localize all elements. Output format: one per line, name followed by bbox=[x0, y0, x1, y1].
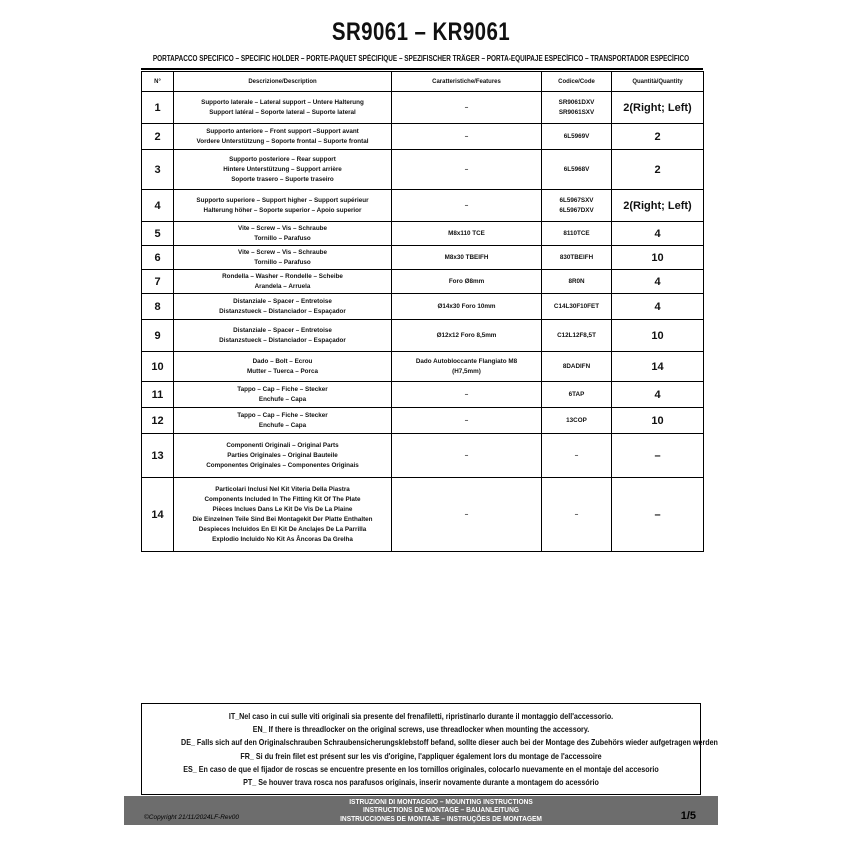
table-row bbox=[142, 478, 704, 552]
row-number: 8 bbox=[142, 294, 174, 320]
code-line: 6L5969V bbox=[563, 132, 590, 140]
code-line: 6TAP bbox=[568, 390, 585, 398]
row-number: 4 bbox=[142, 190, 174, 222]
row-description bbox=[174, 382, 392, 408]
row-number: 14 bbox=[142, 478, 174, 552]
row-number: 9 bbox=[142, 320, 174, 352]
table-row bbox=[142, 270, 704, 294]
title-rule bbox=[141, 68, 703, 70]
features-line: – bbox=[464, 165, 469, 173]
note-de: DE_ Falls sich auf den Originalschrauben Schraubensicherungsklebstoff befand, sollte dieser auch bei der Montage des Zubehörs wieder aufgetragen werden bbox=[181, 737, 718, 748]
table-row bbox=[142, 124, 704, 150]
row-number: 5 bbox=[142, 222, 174, 246]
code-line: 6L5967DXV bbox=[559, 206, 594, 214]
description-line: Distanzstueck – Distanciador – Espaçador bbox=[219, 336, 346, 344]
description-line: Tornillo – Parafuso bbox=[254, 234, 311, 242]
row-description bbox=[174, 190, 392, 222]
row-quantity: – bbox=[612, 434, 704, 478]
code-line: 6L5968V bbox=[563, 165, 590, 173]
row-features bbox=[392, 408, 542, 434]
features-line: Foro Ø8mm bbox=[448, 277, 485, 285]
description-line: Distanziale – Spacer – Entretoise bbox=[233, 297, 332, 305]
row-quantity: 10 bbox=[612, 246, 704, 270]
description-line: Halterung höher – Soporte superior – Apoio superior bbox=[203, 206, 362, 214]
row-features bbox=[392, 294, 542, 320]
table-header-row bbox=[142, 72, 704, 92]
code-line: SR9061SXV bbox=[558, 108, 595, 116]
row-features bbox=[392, 92, 542, 124]
row-features bbox=[392, 434, 542, 478]
row-features bbox=[392, 222, 542, 246]
table-row bbox=[142, 294, 704, 320]
row-number: 11 bbox=[142, 382, 174, 408]
row-code bbox=[542, 352, 612, 382]
row-code bbox=[542, 434, 612, 478]
description-line: Mutter – Tuerca – Porca bbox=[247, 367, 318, 375]
description-line: Enchufe – Capa bbox=[258, 395, 307, 403]
code-line: C14L30F10FET bbox=[553, 302, 600, 310]
row-code bbox=[542, 222, 612, 246]
code-line: 8110TCE bbox=[563, 229, 590, 237]
col-header-code: Codice/Code bbox=[542, 72, 612, 92]
row-number: 3 bbox=[142, 150, 174, 190]
row-code bbox=[542, 408, 612, 434]
row-description bbox=[174, 408, 392, 434]
row-description bbox=[174, 150, 392, 190]
code-line: – bbox=[574, 510, 579, 518]
description-line: Tappo – Cap – Fiche – Stecker bbox=[237, 385, 328, 393]
features-line: Dado Autobloccante Flangiato M8 bbox=[415, 357, 518, 365]
row-quantity: 4 bbox=[612, 382, 704, 408]
col-header-description: Descrizione/Description bbox=[174, 72, 392, 92]
footer-line-es-pt: INSTRUCCIONES DE MONTAJE – INSTRUÇÕES DE MONTAGEM bbox=[340, 813, 542, 823]
description-line: Parties Originales – Original Bauteile bbox=[227, 451, 338, 459]
row-number: 12 bbox=[142, 408, 174, 434]
row-number: 2 bbox=[142, 124, 174, 150]
table-row bbox=[142, 352, 704, 382]
description-line: Support latéral – Soporte lateral – Suporte lateral bbox=[209, 108, 356, 116]
row-features bbox=[392, 270, 542, 294]
col-header-number: N° bbox=[142, 72, 174, 92]
col-header-features: Caratteristiche/Features bbox=[392, 72, 542, 92]
row-code bbox=[542, 320, 612, 352]
row-description bbox=[174, 352, 392, 382]
description-line: Die Einzelnen Teile Sind Bei Montagekit Der Platte Enthalten bbox=[192, 515, 373, 523]
parts-table bbox=[141, 71, 704, 552]
page-number: 1/5 bbox=[680, 810, 696, 822]
row-code bbox=[542, 294, 612, 320]
table-row bbox=[142, 382, 704, 408]
description-line: Distanzstueck – Distanciador – Espaçador bbox=[219, 307, 346, 315]
row-description bbox=[174, 246, 392, 270]
table-row bbox=[142, 92, 704, 124]
row-code bbox=[542, 124, 612, 150]
copyright-text: ©Copyright 21/11/2024LF-Rev00 bbox=[144, 814, 240, 821]
document-subtitle: PORTAPACCO SPECIFICO – SPECIFIC HOLDER – PORTE-PAQUET SPÉCIFIQUE – SPEZIFISCHER TRÄGER – PORTA-EQUIPAJE ESPECÍFICO – TRANSPORTADOR ESPECÍFICO bbox=[152, 54, 690, 63]
note-en: EN_ If there is threadlocker on the original screws, use threadlocker when mounting the accessory. bbox=[252, 724, 590, 735]
row-features bbox=[392, 124, 542, 150]
row-code bbox=[542, 92, 612, 124]
row-code bbox=[542, 270, 612, 294]
features-line: – bbox=[464, 132, 469, 140]
row-description bbox=[174, 222, 392, 246]
features-line: Ø14x30 Foro 10mm bbox=[437, 302, 496, 310]
row-number: 10 bbox=[142, 352, 174, 382]
description-line: Soporte trasero – Suporte traseiro bbox=[231, 175, 334, 183]
code-line: 830TBEIFH bbox=[559, 253, 594, 261]
row-code bbox=[542, 190, 612, 222]
description-line: Pièces Inclues Dans Le Kit De Vis De La Plaine bbox=[212, 505, 353, 513]
row-quantity: 2 bbox=[612, 124, 704, 150]
table-row bbox=[142, 434, 704, 478]
row-quantity: 10 bbox=[612, 408, 704, 434]
code-line: 8R0N bbox=[568, 277, 585, 285]
description-line: Particolari Inclusi Nel Kit Viteria Della Piastra bbox=[215, 485, 350, 493]
note-fr: FR_ Si du frein filet est présent sur les vis d'origine, l'appliquer également lors du montage de l'accessoire bbox=[240, 750, 602, 761]
description-line: Rondella – Washer – Rondelle – Scheibe bbox=[222, 272, 343, 280]
footer-instructions bbox=[274, 798, 608, 823]
footer-line-it-en: ISTRUZIONI DI MONTAGGIO – MOUNTING INSTRUCTIONS bbox=[349, 797, 533, 806]
row-description bbox=[174, 294, 392, 320]
threadlocker-notes bbox=[141, 703, 718, 795]
description-line: Components Included In The Fitting Kit Of The Plate bbox=[204, 495, 361, 503]
features-line: Ø12x12 Foro 8,5mm bbox=[436, 331, 497, 339]
row-number: 1 bbox=[142, 92, 174, 124]
table-row bbox=[142, 150, 704, 190]
row-description bbox=[174, 478, 392, 552]
description-line: Dado – Bolt – Ecrou bbox=[252, 357, 313, 365]
row-quantity: 2(Right; Left) bbox=[612, 92, 704, 124]
code-line: C12L12F8,5T bbox=[557, 331, 596, 339]
row-description bbox=[174, 92, 392, 124]
row-description bbox=[174, 320, 392, 352]
description-line: Distanziale – Spacer – Entretoise bbox=[233, 326, 332, 334]
code-line: 13COP bbox=[566, 416, 587, 424]
description-line: Supporto anteriore – Front support –Support avant bbox=[206, 127, 359, 135]
table-row bbox=[142, 246, 704, 270]
row-quantity: 4 bbox=[612, 270, 704, 294]
row-number: 13 bbox=[142, 434, 174, 478]
table-row bbox=[142, 408, 704, 434]
row-description bbox=[174, 124, 392, 150]
features-line: – bbox=[464, 201, 469, 209]
note-it: IT_Nel caso in cui sulle viti originali sia presente del frenafiletti, ripristinarlo durante il montaggio dell'accessorio. bbox=[228, 711, 614, 721]
row-quantity: 2(Right; Left) bbox=[612, 190, 704, 222]
note-pt: PT_ Se houver trava rosca nos parafusos originais, inserir novamente durante a montagem do acessório bbox=[243, 777, 599, 788]
features-line: – bbox=[464, 451, 469, 459]
row-features bbox=[392, 246, 542, 270]
code-line: – bbox=[574, 451, 579, 459]
code-line: 6L5967SXV bbox=[559, 196, 594, 204]
row-features bbox=[392, 150, 542, 190]
row-number: 6 bbox=[142, 246, 174, 270]
description-line: Tornillo – Parafuso bbox=[254, 258, 311, 266]
description-line: Supporto posteriore – Rear support bbox=[229, 155, 336, 163]
description-line: Componentes Originales – Componentes Originais bbox=[206, 461, 359, 469]
table-row bbox=[142, 190, 704, 222]
description-line: Explodio Incluido No Kit As Âncoras Da Grelha bbox=[212, 535, 353, 543]
table-row bbox=[142, 222, 704, 246]
row-features bbox=[392, 190, 542, 222]
code-line: 8DADIFN bbox=[562, 362, 591, 370]
row-quantity: 4 bbox=[612, 294, 704, 320]
description-line: Vite – Screw – Vis – Schraube bbox=[237, 224, 328, 232]
description-line: Tappo – Cap – Fiche – Stecker bbox=[237, 411, 328, 419]
parts-table-body bbox=[142, 92, 704, 552]
description-line: Vite – Screw – Vis – Schraube bbox=[237, 248, 328, 256]
description-line: Arandela – Arruela bbox=[254, 282, 311, 290]
features-line: – bbox=[464, 510, 469, 518]
row-quantity: 10 bbox=[612, 320, 704, 352]
description-line: Componenti Originali – Original Parts bbox=[226, 441, 339, 449]
row-description bbox=[174, 270, 392, 294]
features-line: M8x110 TCE bbox=[448, 229, 485, 237]
row-features bbox=[392, 478, 542, 552]
footer-bar bbox=[124, 796, 718, 825]
row-code bbox=[542, 246, 612, 270]
features-line: – bbox=[464, 103, 469, 111]
col-header-quantity: Quantità/Quantity bbox=[612, 72, 704, 92]
features-line: (H7,5mm) bbox=[452, 367, 481, 375]
description-line: Vordere Unterstützung – Soporte frontal – Suporte frontal bbox=[196, 137, 369, 145]
features-line: – bbox=[464, 390, 469, 398]
document-title: SR9061 – KR9061 bbox=[331, 18, 511, 46]
row-number: 7 bbox=[142, 270, 174, 294]
table-row bbox=[142, 320, 704, 352]
features-line: M8x30 TBEIFH bbox=[444, 253, 489, 261]
description-line: Supporto laterale – Lateral support – Untere Halterung bbox=[201, 98, 364, 106]
row-code bbox=[542, 478, 612, 552]
note-es: ES_ En caso de que el fijador de roscas se encuentre presente en los tornillos originales, colocarlo nuevamente en el montaje del accesorio bbox=[183, 763, 659, 774]
footer-line-fr-de: INSTRUCTIONS DE MONTAGE – BAUANLEITUNG bbox=[362, 805, 519, 815]
row-code bbox=[542, 382, 612, 408]
description-line: Hintere Unterstützung – Support arrière bbox=[223, 165, 342, 173]
row-quantity: 2 bbox=[612, 150, 704, 190]
row-description bbox=[174, 434, 392, 478]
row-quantity: – bbox=[612, 478, 704, 552]
description-line: Despieces Incluidos En El Kit De Anclajes De La Parrilla bbox=[198, 525, 367, 533]
row-quantity: 14 bbox=[612, 352, 704, 382]
row-quantity: 4 bbox=[612, 222, 704, 246]
row-features bbox=[392, 320, 542, 352]
row-features bbox=[392, 352, 542, 382]
description-line: Enchufe – Capa bbox=[258, 421, 307, 429]
code-line: SR9061DXV bbox=[558, 98, 595, 106]
features-line: – bbox=[464, 416, 469, 424]
row-code bbox=[542, 150, 612, 190]
description-line: Supporto superiore – Support higher – Support supérieur bbox=[196, 196, 369, 204]
row-features bbox=[392, 382, 542, 408]
